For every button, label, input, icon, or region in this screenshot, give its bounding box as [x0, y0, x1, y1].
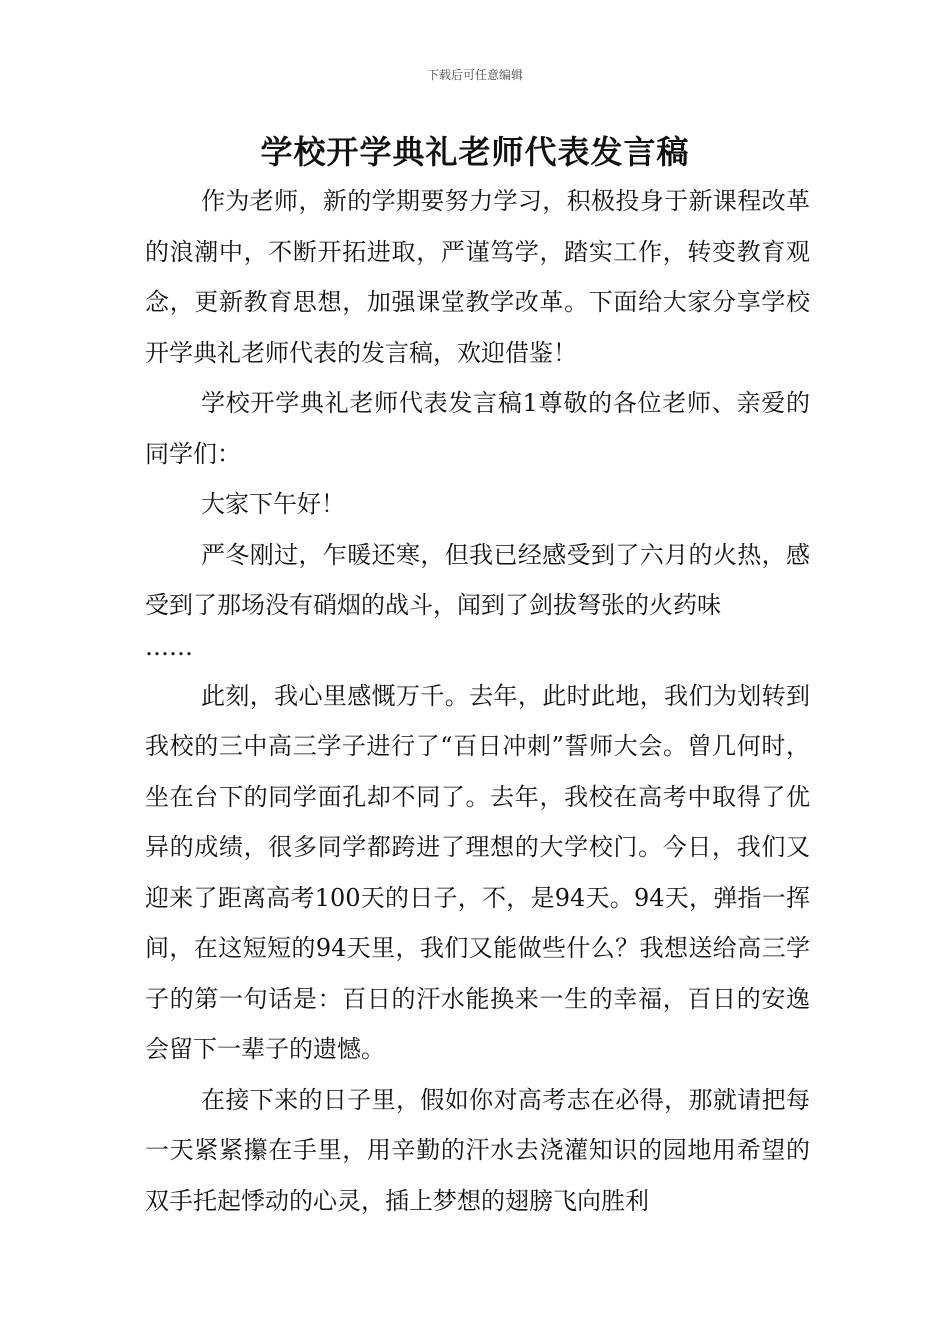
document-body: [145, 176, 810, 1226]
paragraph-reflection: 此刻，我心里感慨万千。去年，此时此地，我们为划转到我校的三中高三学子进行了“百日冲刺”誓师大会。曾几何时，坐在台下的同学面孔却不同了。去年，我校在高考中取得了优异的成绩，很多同学都跨进了理想的大学校门。今日，我们又迎来了距离高考100天的日子，不，是94天。94天，弹指一挥间，在这短短的94天里，我们又能做些什么？我想送给高三学子的第一句话是：百日的汗水能换来一生的幸福，百日的安逸会留下一辈子的遗憾。: [145, 681, 810, 1063]
paragraph-encouragement: 在接下来的日子里，假如你对高考志在必得，那就请把每一天紧紧攥在手里，用辛勤的汗水去浇灌知识的园地用希望的双手托起悸动的心灵，插上梦想的翅膀飞向胜利: [145, 1085, 810, 1215]
paragraph-intro: 作为老师，新的学期要努力学习，积极投身于新课程改革的浪潮中，不断开拓进取，严谨笃学，踏实工作，转变教育观念，更新教育思想，加强课堂教学改革。下面给大家分享学校开学典礼老师代表的发言稿，欢迎借鉴！: [145, 187, 810, 367]
document-title: 学校开学典礼老师代表发言稿: [260, 133, 690, 171]
paragraph-greeting: 大家下午好！: [201, 490, 345, 518]
header-note: 下载后可任意编辑: [426, 68, 523, 82]
paragraph-winter: 严冬刚过，乍暖还寒，但我已经感受到了六月的火热，感受到了那场没有硝烟的战斗，闻到了剑拔弩张的火药味: [145, 540, 810, 619]
paragraph-salutation: 学校开学典礼老师代表发言稿1尊敬的各位老师、亲爱的同学们：: [145, 389, 810, 468]
paragraph-ellipsis: ……: [145, 632, 193, 661]
